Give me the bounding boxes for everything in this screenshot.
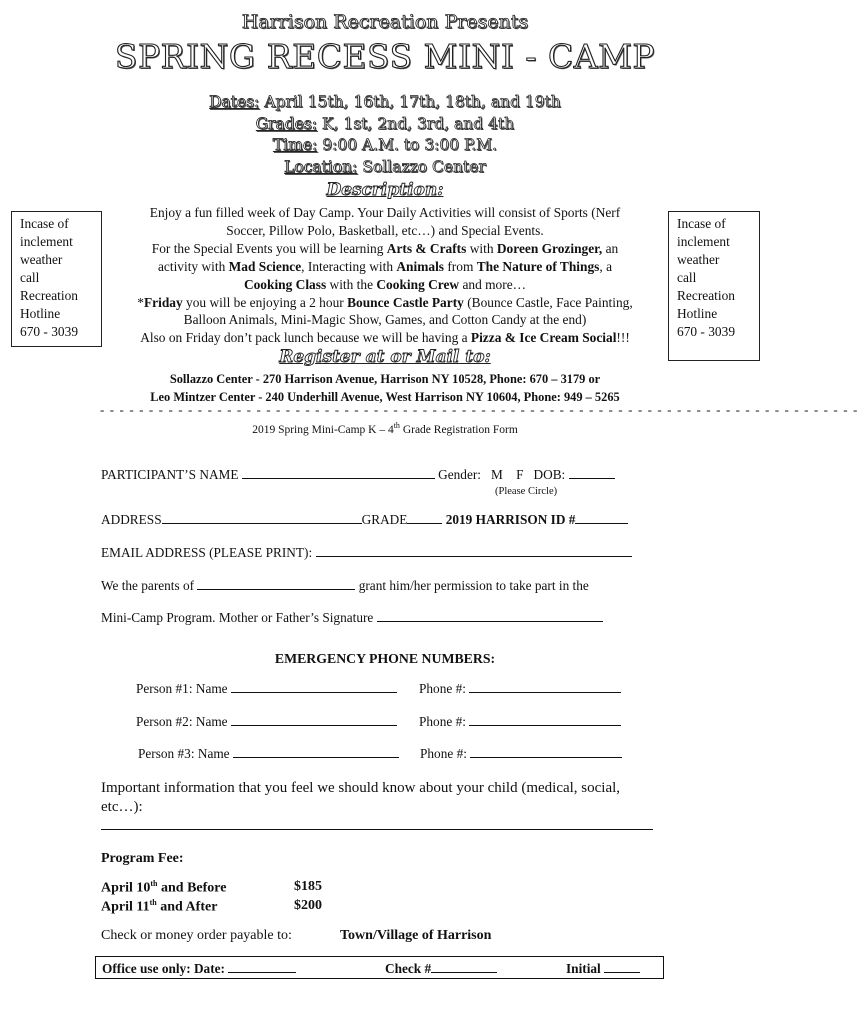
grade-field[interactable] <box>407 511 442 524</box>
program-fee-heading: Program Fee: <box>101 851 184 866</box>
register-addresses <box>0 370 770 406</box>
emergency-phone-3: Phone #: <box>420 745 622 762</box>
gender-label: Gender: <box>438 467 481 482</box>
office-check-field[interactable] <box>431 960 497 973</box>
location-value: Sollazzo Center <box>362 157 486 176</box>
payable-value: Town/Village of Harrison <box>340 928 492 943</box>
event-info <box>0 92 770 178</box>
email-field[interactable] <box>316 544 632 557</box>
emergency-name-field[interactable] <box>233 745 399 758</box>
permission-text: grant him/her permission to take part in the <box>358 578 589 593</box>
location-label: Location: <box>284 157 358 176</box>
dob-field[interactable] <box>569 466 615 479</box>
emergency-person-2: Person #2: Name <box>136 713 397 730</box>
presenter-heading: Harrison Recreation Presents <box>241 11 529 33</box>
office-initial-field[interactable] <box>604 960 640 973</box>
description-heading: Description: <box>326 180 444 200</box>
signature-label: Mini-Camp Program. Mother or Father’s Signature <box>101 610 374 625</box>
description-line: Balloon Animals, Mini-Magic Show, Games, and Cotton Candy at the end) <box>183 312 587 328</box>
location-line <box>0 157 770 179</box>
hotline-box-left: Incase of inclement weather call Recreation Hotline 670 - 3039 <box>11 211 102 347</box>
page-title: SPRING RECESS MINI - CAMP <box>114 37 656 76</box>
signature-row <box>101 609 603 626</box>
important-info-prompt: Important information that you feel we should know about your child (medical, social, etc…): <box>101 780 621 815</box>
time-value: 9:00 A.M. to 3:00 P.M. <box>322 136 498 154</box>
hotline-box-right: Incase of inclement weather call Recreation Hotline 670 - 3039 <box>668 211 760 361</box>
emergency-name-field[interactable] <box>231 680 397 693</box>
fee-row-late: April 11th and After <box>101 898 218 915</box>
description-line: *Friday you will be enjoying a 2 hour Bounce Castle Party (Bounce Castle, Face Painting, <box>137 294 633 310</box>
description-line: For the Special Events you will be learning Arts & Crafts with Doreen Grozinger, an <box>151 240 619 256</box>
gender-m-option[interactable]: M <box>490 467 503 482</box>
time-line <box>0 135 770 157</box>
grades-value: K, 1st, 2nd, 3rd, and 4th <box>322 114 515 133</box>
description-line: Enjoy a fun filled week of Day Camp. Your Daily Activities will consist of Sports (Nerf <box>149 205 621 220</box>
cut-line-divider: - - - - - - - - - - - - - - - - - - - - - - - - - - - - - - - - - - - - - - - - - - - - - - - - - - - - - - - - - - - - - - - - - - - - - - - - - - - - - - <box>100 402 858 417</box>
office-initial: Initial <box>566 960 640 977</box>
address-row <box>101 511 628 528</box>
office-date-field[interactable] <box>228 960 296 973</box>
fee-row-early: April 10th and Before <box>101 879 227 896</box>
emergency-phone-field[interactable] <box>469 680 621 693</box>
description-text <box>110 204 660 347</box>
gender-f-option[interactable]: F <box>516 467 524 482</box>
important-info-field[interactable] <box>101 829 653 830</box>
dob-label: DOB: <box>533 467 566 482</box>
dates-line <box>0 92 770 114</box>
grade-label: GRADE <box>361 512 408 527</box>
grades-label: Grades: <box>255 114 318 133</box>
payable-label: Check or money order payable to: <box>101 928 292 943</box>
mintzer-address: Leo Mintzer Center - 240 Underhill Avenue, West Harrison NY 10604, Phone: 949 – 5265 <box>150 390 620 404</box>
address-label: ADDRESS <box>101 512 162 527</box>
emergency-person-1: Person #1: Name <box>136 680 397 697</box>
description-line: Also on Friday don’t pack lunch because we will be having a Pizza & Ice Cream Social!!! <box>140 330 630 346</box>
participant-row <box>101 466 615 483</box>
office-check: Check # <box>385 960 497 977</box>
emergency-name-field[interactable] <box>231 713 397 726</box>
description-line: activity with Mad Science, Interacting with Animals from The Nature of Things, a <box>157 258 613 274</box>
form-title: 2019 Spring Mini-Camp K – 4th Grade Registration Form <box>252 421 518 436</box>
description-line: Soccer, Pillow Polo, Basketball, etc…) and Special Events. <box>226 222 544 238</box>
email-row <box>101 544 632 561</box>
emergency-heading: EMERGENCY PHONE NUMBERS: <box>274 651 496 666</box>
dates-label: Dates: <box>209 93 260 111</box>
emergency-phone-field[interactable] <box>469 713 621 726</box>
sollazzo-address: Sollazzo Center - 270 Harrison Avenue, Harrison NY 10528, Phone: 670 – 3179 or <box>169 372 601 386</box>
fee-price-early: $185 <box>294 879 322 894</box>
please-circle-note: (Please Circle) <box>495 486 558 497</box>
fee-price-late: $200 <box>294 898 322 913</box>
emergency-phone-field[interactable] <box>470 745 622 758</box>
address-field[interactable] <box>162 511 362 524</box>
office-date: Office use only: Date: <box>102 960 296 977</box>
emergency-person-3: Person #3: Name <box>138 745 399 762</box>
register-heading: Register at or Mail to: <box>279 347 491 367</box>
child-name-field[interactable] <box>197 577 355 590</box>
harrison-id-label: 2019 HARRISON ID # <box>445 512 576 527</box>
emergency-phone-2: Phone #: <box>419 713 621 730</box>
participant-name-label: PARTICIPANT’S NAME <box>101 467 239 482</box>
participant-name-field[interactable] <box>242 466 435 479</box>
office-use-box <box>95 956 664 979</box>
harrison-id-field[interactable] <box>575 511 628 524</box>
time-label: Time: <box>272 136 318 154</box>
parents-label: We the parents of <box>101 578 195 593</box>
parents-row <box>101 577 589 594</box>
emergency-phone-1: Phone #: <box>419 680 621 697</box>
grades-line <box>0 114 770 136</box>
signature-field[interactable] <box>377 609 603 622</box>
description-line: Cooking Class with the Cooking Crew and more… <box>243 276 527 292</box>
email-label: EMAIL ADDRESS (PLEASE PRINT): <box>101 545 313 560</box>
dates-value: April 15th, 16th, 17th, 18th, and 19th <box>264 93 561 111</box>
